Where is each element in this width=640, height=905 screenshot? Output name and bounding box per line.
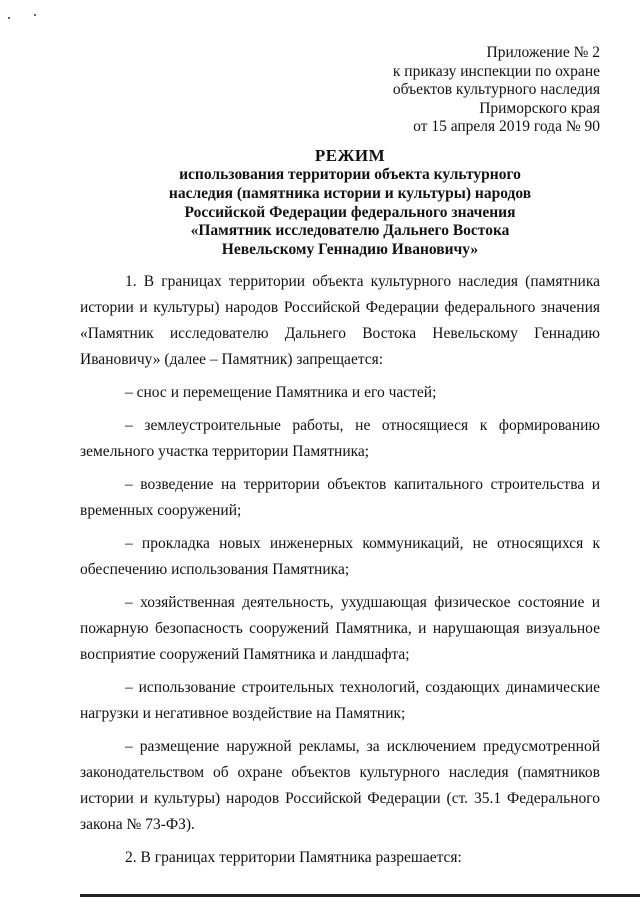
scan-speck — [8, 17, 10, 19]
prohibition-item: – снос и перемещение Памятника и его частей; — [125, 384, 437, 401]
title-line: Российской Федерации федерального значения — [184, 203, 516, 221]
title-line: использования территории объекта культурного — [179, 166, 521, 183]
paragraph-2: 2. В границах территории Памятника разрешается: — [125, 849, 462, 866]
header-line: Приложение № 2 — [486, 44, 600, 61]
scan-edge-line — [80, 894, 640, 897]
title-subtitle — [80, 166, 620, 260]
header-line: от 15 апреля 2019 года № 90 — [413, 118, 600, 135]
prohibition-item: – возведение на территории объектов капитального строительства и временных сооружений; — [80, 476, 600, 519]
header-line: к приказу инспекции по охране — [392, 62, 600, 80]
prohibition-item: – использование строительных технологий, создающих динамические нагрузки и негативное воздействие на Памятник; — [80, 679, 600, 722]
title-main: РЕЖИМ — [314, 146, 386, 165]
appendix-header — [393, 44, 600, 137]
title-line: Невельскому Геннадию Ивановичу» — [221, 241, 479, 259]
prohibition-item: – хозяйственная деятельность, ухудшающая физическое состояние и пожарную безопасность сооружений Памятника, и нарушающая визуальное восприятие сооружений Памятника и ландшафта; — [80, 594, 600, 663]
prohibition-item: – землеустроительные работы, не относящиеся к формированию земельного участка территории Памятника; — [80, 417, 600, 460]
header-line: объектов культурного наследия — [392, 81, 600, 98]
paragraph-1: 1. В границах территории объекта культурного наследия (памятника истории и культуры) народов Российской Федерации федерального значения «Памятник исследователю Дальнего Востока Невельскому Геннадию Ивановичу» (далее – Памятник) запрещается: — [80, 273, 600, 368]
scan-speck — [34, 14, 36, 16]
document-body — [80, 269, 600, 871]
document-title — [80, 146, 620, 260]
header-line: Приморского края — [479, 99, 600, 117]
title-line: «Памятник исследователю Дальнего Востока — [190, 222, 510, 240]
title-line: наследия (памятника истории и культуры) народов — [168, 184, 532, 202]
prohibition-item: – размещение наружной рекламы, за исключением предусмотренной законодательством об охране объектов культурного наследия (памятников истории и культуры) народов Российской Федерации (ст. 35.1 Федерального закона № 73-ФЗ). — [80, 738, 600, 833]
prohibition-item: – прокладка новых инженерных коммуникаций, не относящихся к обеспечению использования Памятника; — [80, 535, 600, 578]
